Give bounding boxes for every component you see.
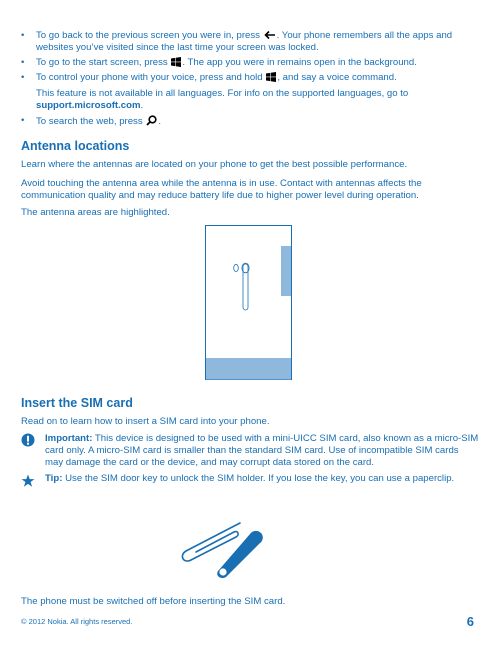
support-link[interactable]: support.microsoft.com <box>36 100 141 111</box>
important-label: Important: <box>45 433 93 444</box>
phone-outline <box>206 226 292 380</box>
voice-text-b: , and say a voice command. <box>277 72 397 83</box>
star-icon <box>21 474 35 488</box>
important-text: This device is designed to be used with a mini-UICC SIM card, also known as a micro-SIM card only. A micro-SIM card is smaller than the standard SIM card. Use of incompatible SIM cards may damage the card or the device, and may corrupt data stored on the card. <box>45 433 479 468</box>
antenna-area-bottom <box>206 358 291 380</box>
start-text-b: . The app you were in remains open in the background. <box>182 57 417 68</box>
sim-door-key-illustration <box>178 517 270 581</box>
copyright: © 2012 Nokia. All rights reserved. <box>21 617 133 626</box>
bullet: • <box>21 115 25 126</box>
antenna-area-side <box>281 246 291 296</box>
tip-label: Tip: <box>45 473 63 484</box>
antenna-intro: Learn where the antennas are located on your phone to get the best possible performance. <box>21 159 408 170</box>
bullet: • <box>21 30 25 41</box>
list-item-start <box>21 57 476 69</box>
windows-icon <box>266 72 276 82</box>
antenna-heading: Antenna locations <box>21 139 130 153</box>
search-text-a: To search the web, press <box>36 116 146 127</box>
tip-note <box>21 473 479 485</box>
exclamation-icon <box>21 433 35 447</box>
sim-key-hole <box>219 568 226 575</box>
sim-intro: Read on to learn how to insert a SIM card into your phone. <box>21 416 270 427</box>
windows-icon <box>171 57 181 67</box>
bullet: • <box>21 57 25 68</box>
bullet: • <box>21 72 25 83</box>
list-item-back <box>21 30 476 54</box>
voice-note-b: . <box>140 100 144 111</box>
start-text-a: To go to the start screen, press <box>36 57 171 68</box>
phone-antenna-diagram <box>205 225 293 381</box>
list-item-search <box>21 115 476 128</box>
page-number: 6 <box>466 614 474 629</box>
list-item-voice <box>21 72 476 84</box>
sim-heading: Insert the SIM card <box>21 396 133 410</box>
voice-text-a: To control your phone with your voice, press and hold <box>36 72 266 83</box>
back-arrow-icon <box>264 30 276 40</box>
important-note <box>21 433 479 469</box>
antenna-highlight-note: The antenna areas are highlighted. <box>21 207 170 218</box>
voice-note <box>21 88 476 112</box>
switch-off-note: The phone must be switched off before inserting the SIM card. <box>21 596 286 607</box>
back-text-b: . Your phone remembers all the apps and websites you’ve visited since the last time your screen was locked. <box>36 30 453 53</box>
tip-text: Use the SIM door key to unlock the SIM holder. If you lose the key, you can use a paperclip. <box>62 473 455 484</box>
search-icon <box>146 115 157 126</box>
back-text-a: To go back to the previous screen you were in, press <box>36 30 263 41</box>
key-functions-list <box>21 30 476 131</box>
paperclip <box>182 523 240 561</box>
search-text-b: . <box>158 116 161 127</box>
antenna-warning: Avoid touching the antenna area while the antenna is in use. Contact with antennas affects the communication quality and may reduce battery life due to higher power level during operation. <box>21 178 422 201</box>
voice-note-a: This feature is not available in all languages. For info on the supported languages, go to <box>36 88 409 99</box>
